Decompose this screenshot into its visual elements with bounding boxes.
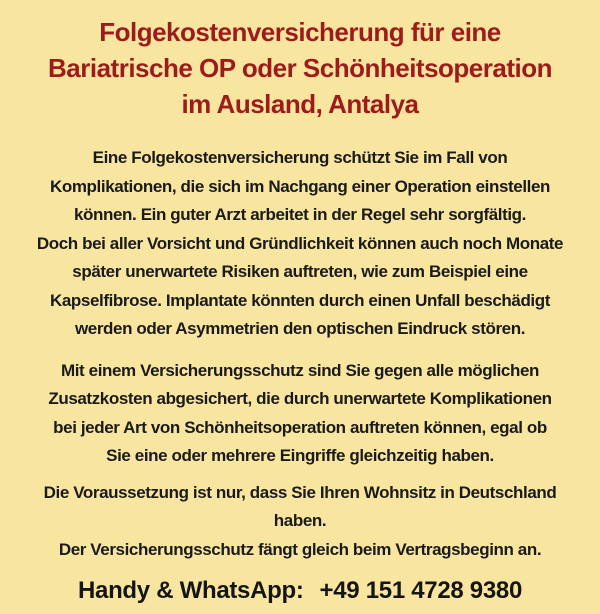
paragraph-line: Komplikationen, die sich im Nachgang einer Operation einstellen <box>49 176 551 196</box>
paragraph-requirements <box>0 479 600 565</box>
paragraph-line: Kapselfibrose. Implantate könnten durch einen Unfall beschädigt <box>50 290 550 310</box>
flyer <box>0 14 600 614</box>
paragraph-insurance-intro <box>0 144 600 344</box>
paragraph-line: Eine Folgekostenversicherung schützt Sie im Fall von <box>92 148 508 167</box>
paragraph-line: später unerwartete Risiken auftreten, wie zum Beispiel eine <box>72 262 528 281</box>
title-line: im Ausland, Antalya <box>181 89 419 119</box>
paragraph-line: Doch bei aller Vorsicht und Gründlichkeit können auch noch Monate <box>36 233 564 253</box>
contact-line <box>0 576 600 606</box>
title-line: Bariatrische OP oder Schönheitsoperation <box>48 53 552 83</box>
paragraph-line: bei jeder Art von Schönheitsoperation auftreten können, egal ob <box>53 417 547 437</box>
page-title <box>0 14 600 122</box>
paragraph-line: Die Voraussetzung ist nur, dass Sie Ihren Wohnsitz in Deutschland <box>43 482 557 502</box>
contact-phone-number: +49 151 4728 9380 <box>319 577 522 604</box>
paragraph-line: Mit einem Versicherungsschutz sind Sie gegen alle möglichen <box>60 360 540 380</box>
paragraph-coverage-benefits <box>0 357 600 471</box>
contact-label: Handy & WhatsApp: <box>77 577 304 604</box>
paragraph-line: Der Versicherungsschutz fängt gleich beim Vertragsbeginn an. <box>58 539 542 559</box>
title-line: Folgekostenversicherung für eine <box>99 17 501 47</box>
paragraph-line: Zusatzkosten abgesichert, die durch unerwartete Komplikationen <box>48 389 552 408</box>
paragraph-line: haben. <box>273 511 327 530</box>
paragraph-line: werden oder Asymmetrien den optischen Eindruck stören. <box>74 319 526 338</box>
paragraph-line: können. Ein guter Arzt arbeitet in der Regel sehr sorgfältig. <box>74 205 526 224</box>
paragraph-line: Sie eine oder mehrere Eingriffe gleichzeitig haben. <box>106 446 494 465</box>
